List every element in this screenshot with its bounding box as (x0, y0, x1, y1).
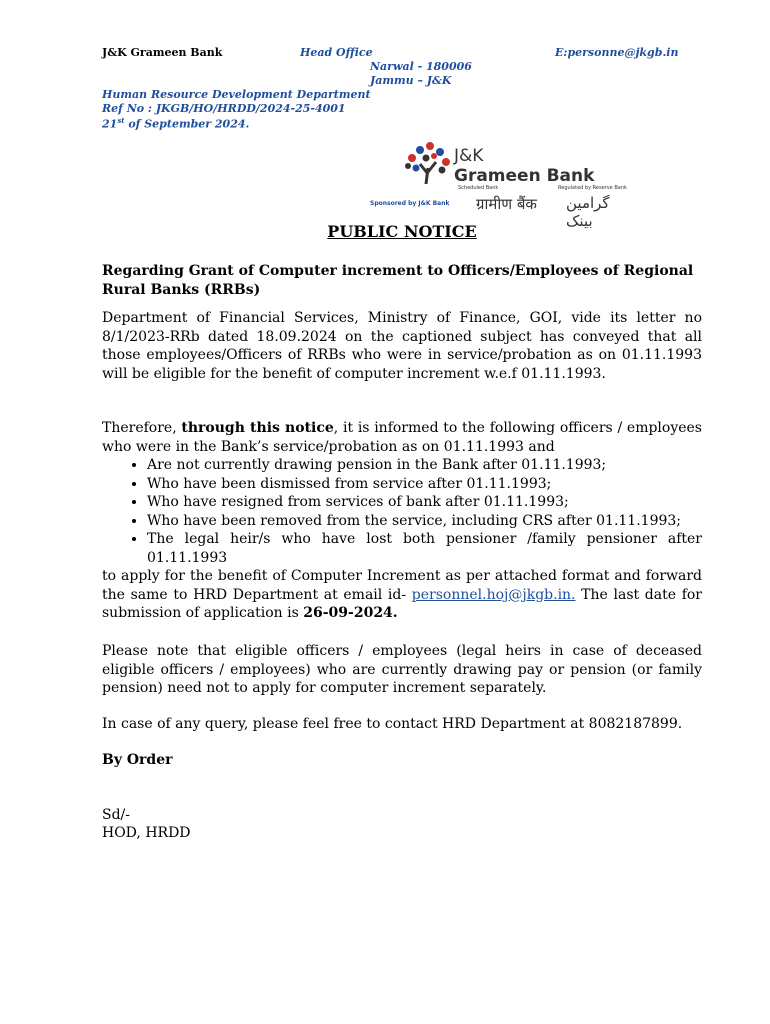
logo-hindi-text: ग्रामीण बैंक (476, 195, 537, 213)
list-item: • Who have been removed from the service, including CRS after 01.11.1993; (147, 512, 702, 531)
signature-sd: Sd/- (102, 807, 130, 823)
department-name: Human Resource Development Department (102, 88, 371, 101)
page-title: PUBLIC NOTICE (327, 222, 477, 241)
bank-logo (370, 138, 638, 230)
eligibility-list (102, 456, 702, 567)
reference-number: Ref No : JKGB/HO/HRDD/2024-25-4001 (102, 102, 346, 115)
last-date: 26-09-2024. (303, 605, 398, 621)
paragraph-4: Please note that eligible officers / employees (legal heirs in case of deceased eligible officers / employees) who are currently drawing pay or pension (or family pension) need not to apply for computer increment separately. (102, 643, 702, 696)
paragraph-2: Therefore, through this notice, it is informed to the following officers / employees who were in the Bank’s service/probation as on 01.11.1993 and • Are not currently drawing pension in the Bank after 01.11.1993; • Who have been dismissed from service after 01.11.1993; • Who have resigned from services of bank after 01.11.1993; • Who have been removed from the service, including CRS after 01.11.1993; • The legal heir/s who have lost both pensioner /family pensioner after 01.11.1993 to apply for the benefit of Computer Increment as per attached format and forward the same to HRD Department at email id- personnel.hoj@jkgb.in. The last date for submission of application is 26-09-2024. (102, 419, 702, 623)
logo-urdu-text: گرامین بینک (566, 194, 610, 230)
email-link[interactable]: personnel.hoj@jkgb.in. (411, 586, 576, 603)
paragraph-5: In case of any query, please feel free to contact HRD Department at 8082187899. (102, 716, 683, 732)
logo-tag-right: Regulated by Reserve Bank (558, 185, 627, 191)
notice-subject: Regarding Grant of Computer increment to Officers/Employees of Regional Rural Banks (RRBs) (102, 263, 694, 298)
list-item: • Who have been dismissed from service after 01.11.1993; (147, 475, 702, 494)
bank-name: J&K Grameen Bank (102, 46, 223, 59)
emphasis-text: through this notice (181, 420, 334, 436)
list-item: • Are not currently drawing pension in the Bank after 01.11.1993; (147, 456, 702, 475)
head-office-label: Head Office (300, 46, 373, 59)
by-order: By Order (102, 752, 173, 768)
logo-tag-left: Scheduled Bank (458, 185, 499, 191)
signature-designation: HOD, HRDD (102, 825, 191, 841)
paragraph-1: Department of Financial Services, Ministry of Finance, GOI, vide its letter no 8/1/2023-RRb dated 18.09.2024 on the captioned subject has conveyed that all those employees/Officers of RRBs who were in service/probation as on 01.11.1993 will be eligible for the benefit of computer increment w.e.f 01.11.1993. (102, 310, 702, 382)
logo-grameen-bank-text: Grameen Bank (454, 166, 595, 186)
list-item: • Who have resigned from services of bank after 01.11.1993; (147, 493, 702, 512)
list-item: • The legal heir/s who have lost both pensioner /family pensioner after 01.11.1993 (147, 530, 702, 567)
logo-sponsor: Sponsored by J&K Bank (370, 200, 450, 207)
paragraph-3: to apply for the benefit of Computer Increment as per attached format and forward the same to HRD Department at email id- personnel.hoj@jkgb.in. The last date for submission of application is 26-09-2024. (102, 568, 702, 621)
header-email: E:personne@jkgb.in (555, 46, 679, 59)
logo-jk-text: J&K (454, 146, 484, 166)
address-line-2: Jammu – J&K (370, 74, 452, 87)
notice-date: 21st of September 2024. (102, 116, 250, 131)
address-line-1: Narwal - 180006 (370, 60, 472, 73)
